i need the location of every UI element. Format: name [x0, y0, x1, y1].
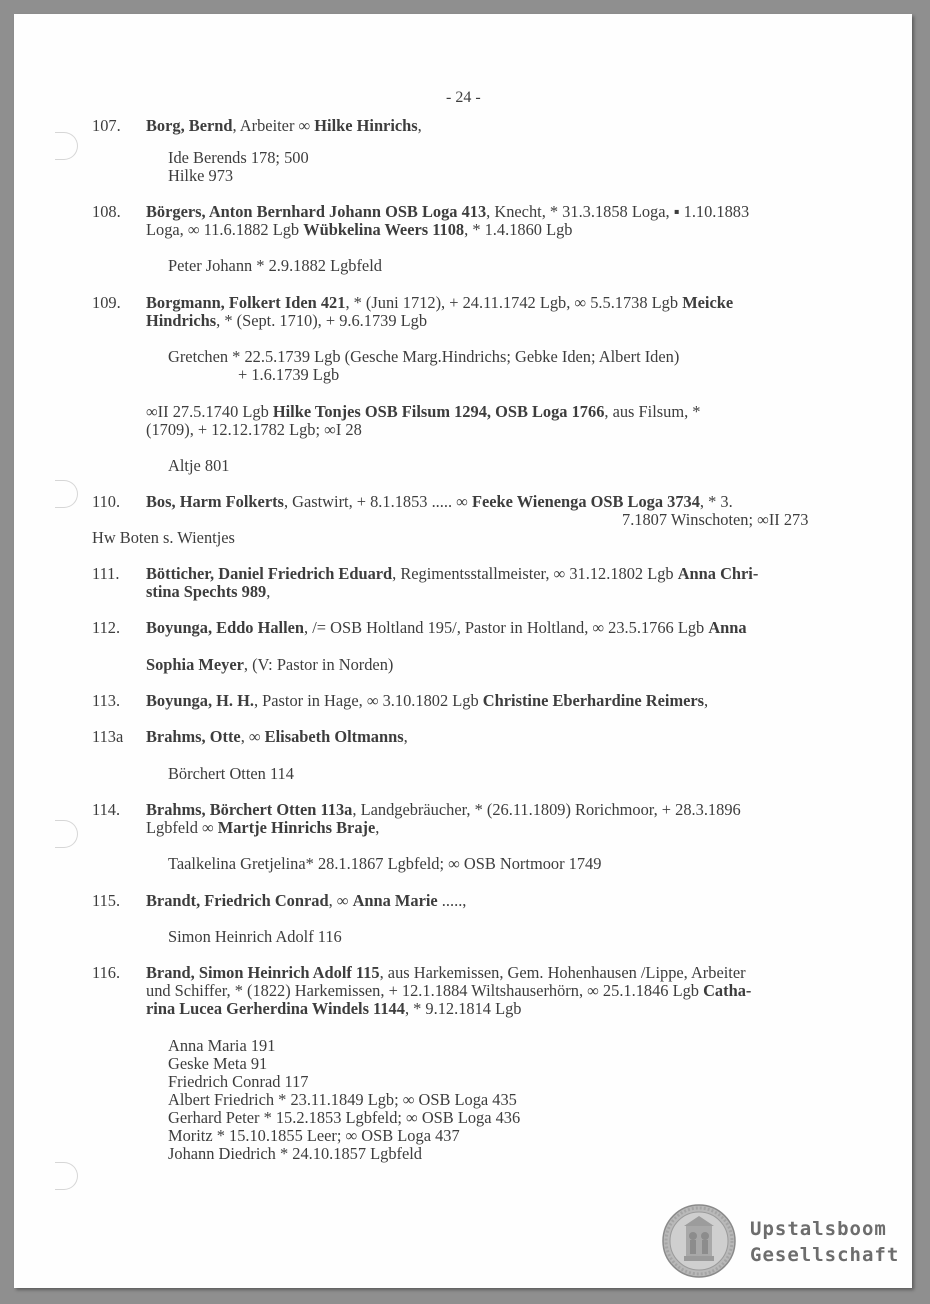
entry-text-line	[146, 727, 408, 746]
detail-text: , /= OSB Holtland 195/, Pastor in Holtland, ∞ 23.5.1766 Lgb	[304, 618, 709, 637]
entry-text-line	[146, 999, 522, 1018]
logo-line-1: Upstalsboom	[750, 1218, 887, 1240]
name-text: Meicke	[682, 293, 734, 312]
name-text: Anna	[708, 618, 747, 637]
child-line: Ide Berends 178; 500	[168, 148, 309, 167]
child-line: Friedrich Conrad 117	[168, 1072, 309, 1091]
name-text: Bötticher, Daniel Friedrich Eduard	[146, 564, 393, 583]
detail-text: , * 9.12.1814 Lgb	[404, 999, 522, 1018]
child-line: Altje 801	[168, 456, 230, 475]
entry-text-line	[146, 311, 427, 330]
detail-text: , Gastwirt, + 8.1.1853 ..... ∞	[283, 492, 472, 511]
name-text: Borg, Bernd	[146, 116, 233, 135]
entry-number: 109.	[92, 293, 121, 312]
detail-text: Lgbfeld ∞	[146, 818, 218, 837]
entry-number: 114.	[92, 800, 121, 819]
name-text: Elisabeth Oltmanns	[264, 727, 404, 746]
child-line: Taalkelina Gretjelina* 28.1.1867 Lgbfeld; ∞ OSB Nortmoor 1749	[168, 854, 602, 873]
child-line: + 1.6.1739 Lgb	[238, 365, 340, 384]
entry-number: 113a	[92, 727, 124, 746]
entry-text-line	[146, 492, 733, 511]
entry-text-line	[146, 116, 422, 135]
logo-line-2: Gesellschaft	[750, 1244, 900, 1266]
child-line: Hilke 973	[168, 166, 234, 185]
name-text: Hindrichs	[146, 311, 217, 330]
punch-hole-mark	[55, 1162, 78, 1190]
name-text: Hilke Tonjes OSB Filsum 1294, OSB Loga 1766	[272, 402, 605, 421]
detail-text: , * (Sept. 1710), + 9.6.1739 Lgb	[216, 311, 428, 330]
detail-text: ∞II 27.5.1740 Lgb	[146, 402, 273, 421]
detail-text: .....,	[437, 891, 467, 910]
detail-text: , Arbeiter ∞	[232, 116, 315, 135]
cross-reference-line: Hw Boten s. Wientjes	[92, 528, 235, 547]
detail-text: , Regimentsstallmeister, ∞ 31.12.1802 Lgb	[392, 564, 678, 583]
entry-number: 116.	[92, 963, 121, 982]
name-text: Catha-	[703, 981, 752, 1000]
detail-text: , aus Harkemissen, Gem. Hohenhausen /Lippe, Arbeiter	[379, 963, 746, 982]
child-line: Anna Maria 191	[168, 1036, 276, 1055]
child-line: Albert Friedrich * 23.11.1849 Lgb; ∞ OSB Loga 435	[168, 1090, 517, 1109]
entry-text-line	[146, 402, 700, 421]
name-text: rina Lucea Gerherdina Windels 1144	[146, 999, 405, 1018]
entry-number: 111.	[92, 564, 120, 583]
entry-number: 110.	[92, 492, 121, 511]
detail-text: , * (Juni 1712), + 24.11.1742 Lgb, ∞ 5.5.1738 Lgb	[345, 293, 683, 312]
punch-hole-mark	[55, 480, 78, 508]
child-line: Peter Johann * 2.9.1882 Lgbfeld	[168, 256, 382, 275]
name-text: Sophia Meyer	[146, 655, 244, 674]
entry-text-line	[146, 981, 751, 1000]
entry-number: 113.	[92, 691, 121, 710]
entry-text-line: (1709), + 12.12.1782 Lgb; ∞I 28	[146, 420, 362, 439]
child-line: Börchert Otten 114	[168, 764, 294, 783]
child-line: Geske Meta 91	[168, 1054, 268, 1073]
detail-text: ,	[417, 116, 422, 135]
detail-text: , Pastor in Hage, ∞ 3.10.1802 Lgb	[253, 691, 483, 710]
detail-text: , (V: Pastor in Norden)	[243, 655, 394, 674]
detail-text: , * 1.4.1860 Lgb	[464, 220, 573, 239]
name-text: Börgers, Anton Bernhard Johann OSB Loga 413	[146, 202, 487, 221]
entry-text-line	[146, 220, 572, 239]
society-seal-icon	[662, 1204, 736, 1278]
detail-text: , ∞	[328, 891, 353, 910]
detail-text: , Landgebräucher, * (26.11.1809) Rorichmoor, + 28.3.1896	[352, 800, 741, 819]
entry-text-line	[146, 891, 466, 910]
name-text: Hilke Hinrichs	[314, 116, 418, 135]
page-number: - 24 -	[446, 89, 481, 106]
entry-number: 112.	[92, 618, 121, 637]
detail-text: ,	[375, 818, 380, 837]
child-line: Simon Heinrich Adolf 116	[168, 927, 342, 946]
detail-text: Loga, ∞ 11.6.1882 Lgb	[146, 220, 304, 239]
child-line: Moritz * 15.10.1855 Leer; ∞ OSB Loga 437	[168, 1126, 460, 1145]
document-page	[14, 14, 912, 1288]
detail-text: ,	[704, 691, 709, 710]
entry-number: 115.	[92, 891, 121, 910]
entry-number: 108.	[92, 202, 121, 221]
entry-text-line	[146, 564, 758, 583]
name-text: Brahms, Otte	[146, 727, 241, 746]
name-text: Bos, Harm Folkerts	[146, 492, 284, 511]
punch-hole-mark	[55, 820, 78, 848]
entry-number: 107.	[92, 116, 121, 135]
detail-text: ,	[403, 727, 408, 746]
entry-text-line	[146, 618, 747, 637]
name-text: Borgmann, Folkert Iden 421	[146, 293, 346, 312]
child-line: Gerhard Peter * 15.2.1853 Lgbfeld; ∞ OSB Loga 436	[168, 1108, 521, 1127]
child-line: Johann Diedrich * 24.10.1857 Lgbfeld	[168, 1144, 423, 1163]
detail-text: , ∞	[240, 727, 265, 746]
name-text: stina Spechts 989	[146, 582, 267, 601]
detail-text: , * 3.	[699, 492, 733, 511]
entry-text-line	[146, 963, 746, 982]
entry-text-line: 7.1807 Winschoten; ∞II 273	[622, 510, 809, 529]
child-line: Gretchen * 22.5.1739 Lgb (Gesche Marg.Hindrichs; Gebke Iden; Albert Iden)	[168, 347, 680, 366]
name-text: Brandt, Friedrich Conrad	[146, 891, 329, 910]
detail-text: ,	[266, 582, 271, 601]
name-text: Wübkelina Weers 1108	[303, 220, 465, 239]
name-text: Boyunga, Eddo Hallen	[146, 618, 305, 637]
name-text: Anna Marie	[352, 891, 438, 910]
detail-text: und Schiffer, * (1822) Harkemissen, + 12.1.1884 Wiltshauserhörn, ∞ 25.1.1846 Lgb	[146, 981, 704, 1000]
entry-text-line	[146, 691, 708, 710]
entry-text-line	[146, 655, 393, 674]
entry-text-line	[146, 582, 270, 601]
name-text: Boyunga, H. H.	[146, 691, 254, 710]
name-text: Christine Eberhardine Reimers	[482, 691, 705, 710]
name-text: Brahms, Börchert Otten 113a	[146, 800, 353, 819]
name-text: Martje Hinrichs Braje	[217, 818, 376, 837]
name-text: Feeke Wienenga OSB Loga 3734	[471, 492, 700, 511]
name-text: Brand, Simon Heinrich Adolf 115	[146, 963, 380, 982]
name-text: Anna Chri-	[677, 564, 759, 583]
entry-text-line	[146, 202, 749, 221]
entry-text-line	[146, 800, 741, 819]
punch-hole-mark	[55, 132, 78, 160]
entry-text-line	[146, 293, 733, 312]
detail-text: , aus Filsum, *	[604, 402, 701, 421]
entry-text-line	[146, 818, 379, 837]
detail-text: , Knecht, * 31.3.1858 Loga, ▪ 1.10.1883	[486, 202, 750, 221]
